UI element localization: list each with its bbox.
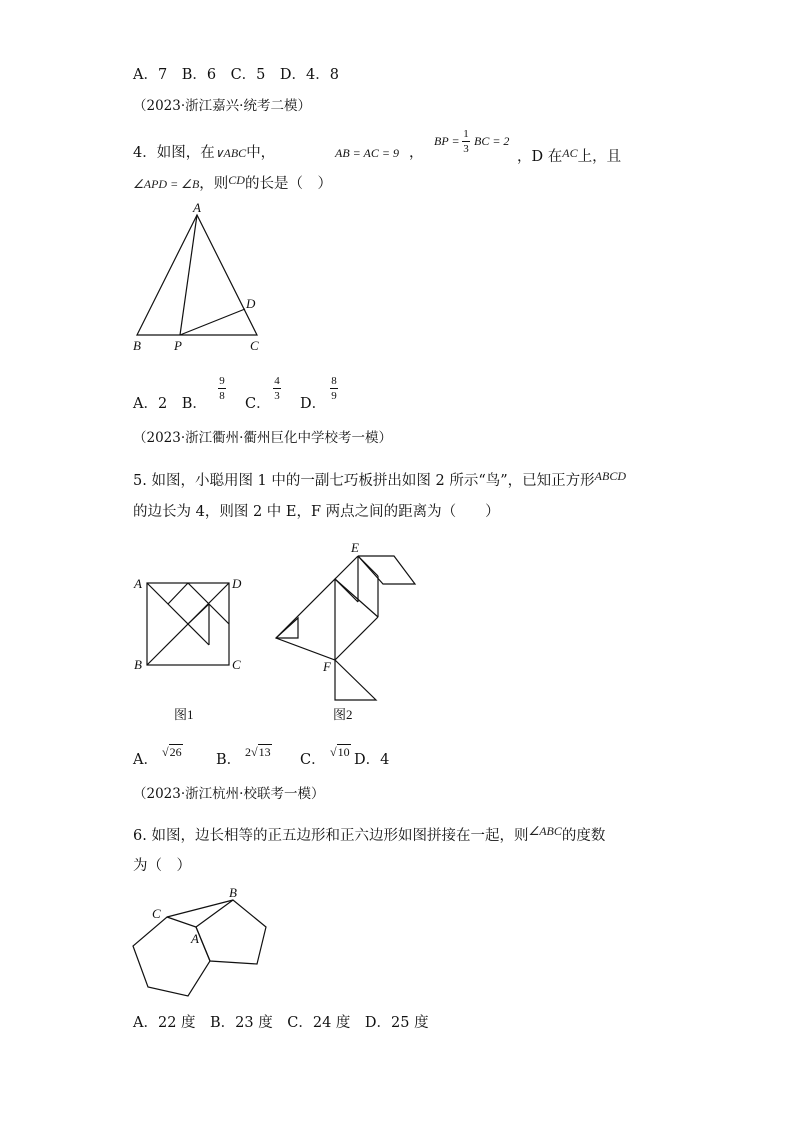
q4-label-a: A bbox=[193, 200, 201, 215]
q4-opt-b-den: 8 bbox=[219, 390, 225, 402]
q6-hexagon bbox=[133, 917, 210, 996]
q5-stem-1: 5. 如图，小聪用图 1 中的一副七巧板拼出如图 2 所示“鸟”，已知正方形 bbox=[133, 473, 595, 489]
q6-stem-line1 bbox=[133, 821, 605, 846]
q4-triangle-outline bbox=[137, 215, 257, 335]
q4-opt-a: A．2 B． bbox=[133, 396, 207, 412]
q6-polygon-figure bbox=[125, 884, 285, 1002]
q6-pentagon bbox=[196, 900, 266, 964]
q6-label-b: B bbox=[229, 885, 237, 900]
q5-fig2-caption: 图2 bbox=[333, 707, 353, 722]
q6-stem-2: 的度数 bbox=[561, 828, 606, 844]
q5-fig2-bird bbox=[276, 556, 415, 700]
q6-angle: ∠ABC bbox=[528, 824, 562, 838]
q5-abcd: ABCD bbox=[594, 469, 626, 483]
q4-triangle-figure bbox=[125, 198, 275, 358]
q4-stem-a: 4．如图，在 bbox=[133, 145, 215, 161]
q4-one-third bbox=[462, 128, 470, 155]
q4-ac: AC bbox=[562, 146, 578, 160]
q5-opt-c-sqrt: √10 bbox=[330, 745, 350, 759]
q4-opt-c-den: 3 bbox=[274, 390, 280, 402]
q4-label-b: B bbox=[133, 338, 141, 353]
q4-stem-e: ，则 bbox=[199, 176, 229, 192]
q5-stem-2: 的边长为 4，则图 2 中 E，F 两点之间的距离为（ ） bbox=[133, 504, 500, 520]
q5-opt-b-sqrt: 2√13 bbox=[245, 745, 271, 759]
q4-frac-den: 3 bbox=[463, 143, 469, 155]
q4-stem-line1 bbox=[133, 143, 275, 163]
q5-opt-a-rad: 26 bbox=[169, 745, 182, 759]
q4-triangle-abc: ∨ABC bbox=[214, 146, 247, 160]
q4-opt-c-frac bbox=[273, 375, 281, 402]
q5-source: （2023·浙江衢州·衢州巨化中学校考一模） bbox=[133, 430, 392, 446]
q6-stem-3: 为（ ） bbox=[133, 858, 191, 874]
q5-fig2-label-e: E bbox=[351, 540, 359, 555]
q5-fig1-label-b: B bbox=[134, 657, 142, 672]
q4-stem-line2 bbox=[133, 170, 332, 194]
q6-segment-cb bbox=[167, 900, 233, 917]
q4-opt-d: D． bbox=[300, 396, 327, 412]
q4-opt-b-num: 9 bbox=[219, 375, 225, 387]
q4-stem-c: ，D 在 bbox=[517, 149, 563, 165]
q4-angle-eq: ∠APD = ∠B bbox=[133, 177, 200, 191]
q4-opt-d-frac bbox=[330, 375, 338, 402]
q5-opt-d: D．4 bbox=[354, 752, 390, 768]
q5-opt-c: C． bbox=[300, 752, 326, 768]
q5-opt-c-rad: 10 bbox=[337, 745, 350, 759]
q4-label-d: D bbox=[246, 296, 256, 311]
q3-options: A．7 B．6 C．5 D．4．8 bbox=[133, 67, 339, 83]
q5-opt-b-rad: 13 bbox=[258, 745, 271, 759]
q4-bp-lhs: BP = bbox=[434, 134, 460, 148]
q4-stem-b: 中， bbox=[246, 145, 276, 161]
q4-opt-c-num: 4 bbox=[274, 375, 280, 387]
q6-stem-1: 6. 如图，边长相等的正五边形和正六边形如图拼接在一起，则 bbox=[133, 828, 529, 844]
q4-opt-d-den: 9 bbox=[331, 390, 337, 402]
q5-fig1-square bbox=[147, 583, 229, 665]
q5-tangram-figure bbox=[130, 538, 430, 728]
q5-fig1-label-c: C bbox=[232, 657, 241, 672]
q4-opt-c: C． bbox=[245, 396, 271, 412]
q5-fig1-label-a: A bbox=[134, 576, 142, 591]
q5-opt-a-sqrt: √26 bbox=[162, 745, 182, 759]
q4-stem-f: 的长是（ ） bbox=[244, 176, 332, 192]
q5-fig1-label-d: D bbox=[232, 576, 242, 591]
q5-fig1-caption: 图1 bbox=[174, 707, 194, 722]
q4-cd: CD bbox=[228, 173, 245, 187]
q5-fig2-label-f: F bbox=[323, 659, 331, 674]
q4-comma: ， bbox=[409, 145, 424, 161]
q4-opt-d-num: 8 bbox=[331, 375, 337, 387]
q5-stem-line1 bbox=[133, 466, 626, 491]
q6-label-a: A bbox=[191, 931, 199, 946]
q6-options: A．22 度 B．23 度 C．24 度 D．25 度 bbox=[133, 1015, 429, 1031]
q4-bp-rhs: BC = 2 bbox=[474, 134, 510, 148]
q4-source: （2023·浙江嘉兴·统考二模） bbox=[133, 98, 311, 114]
q5-opt-b-coef: 2 bbox=[245, 745, 251, 759]
q4-label-c: C bbox=[250, 338, 259, 353]
q4-segment-pd bbox=[180, 309, 245, 335]
q5-opt-b: B． bbox=[216, 752, 242, 768]
q4-ab-ac: AB = AC = 9 bbox=[335, 146, 399, 160]
q4-frac-num: 1 bbox=[463, 128, 469, 140]
q4-stem-d: 上，且 bbox=[577, 149, 622, 165]
q4-stem-c-line bbox=[517, 143, 621, 167]
q4-opt-b-frac bbox=[218, 375, 226, 402]
q6-label-c: C bbox=[152, 906, 161, 921]
q4-label-p: P bbox=[174, 338, 182, 353]
q5-opt-a: A． bbox=[133, 752, 158, 768]
q6-source: （2023·浙江杭州·校联考一模） bbox=[133, 786, 325, 802]
